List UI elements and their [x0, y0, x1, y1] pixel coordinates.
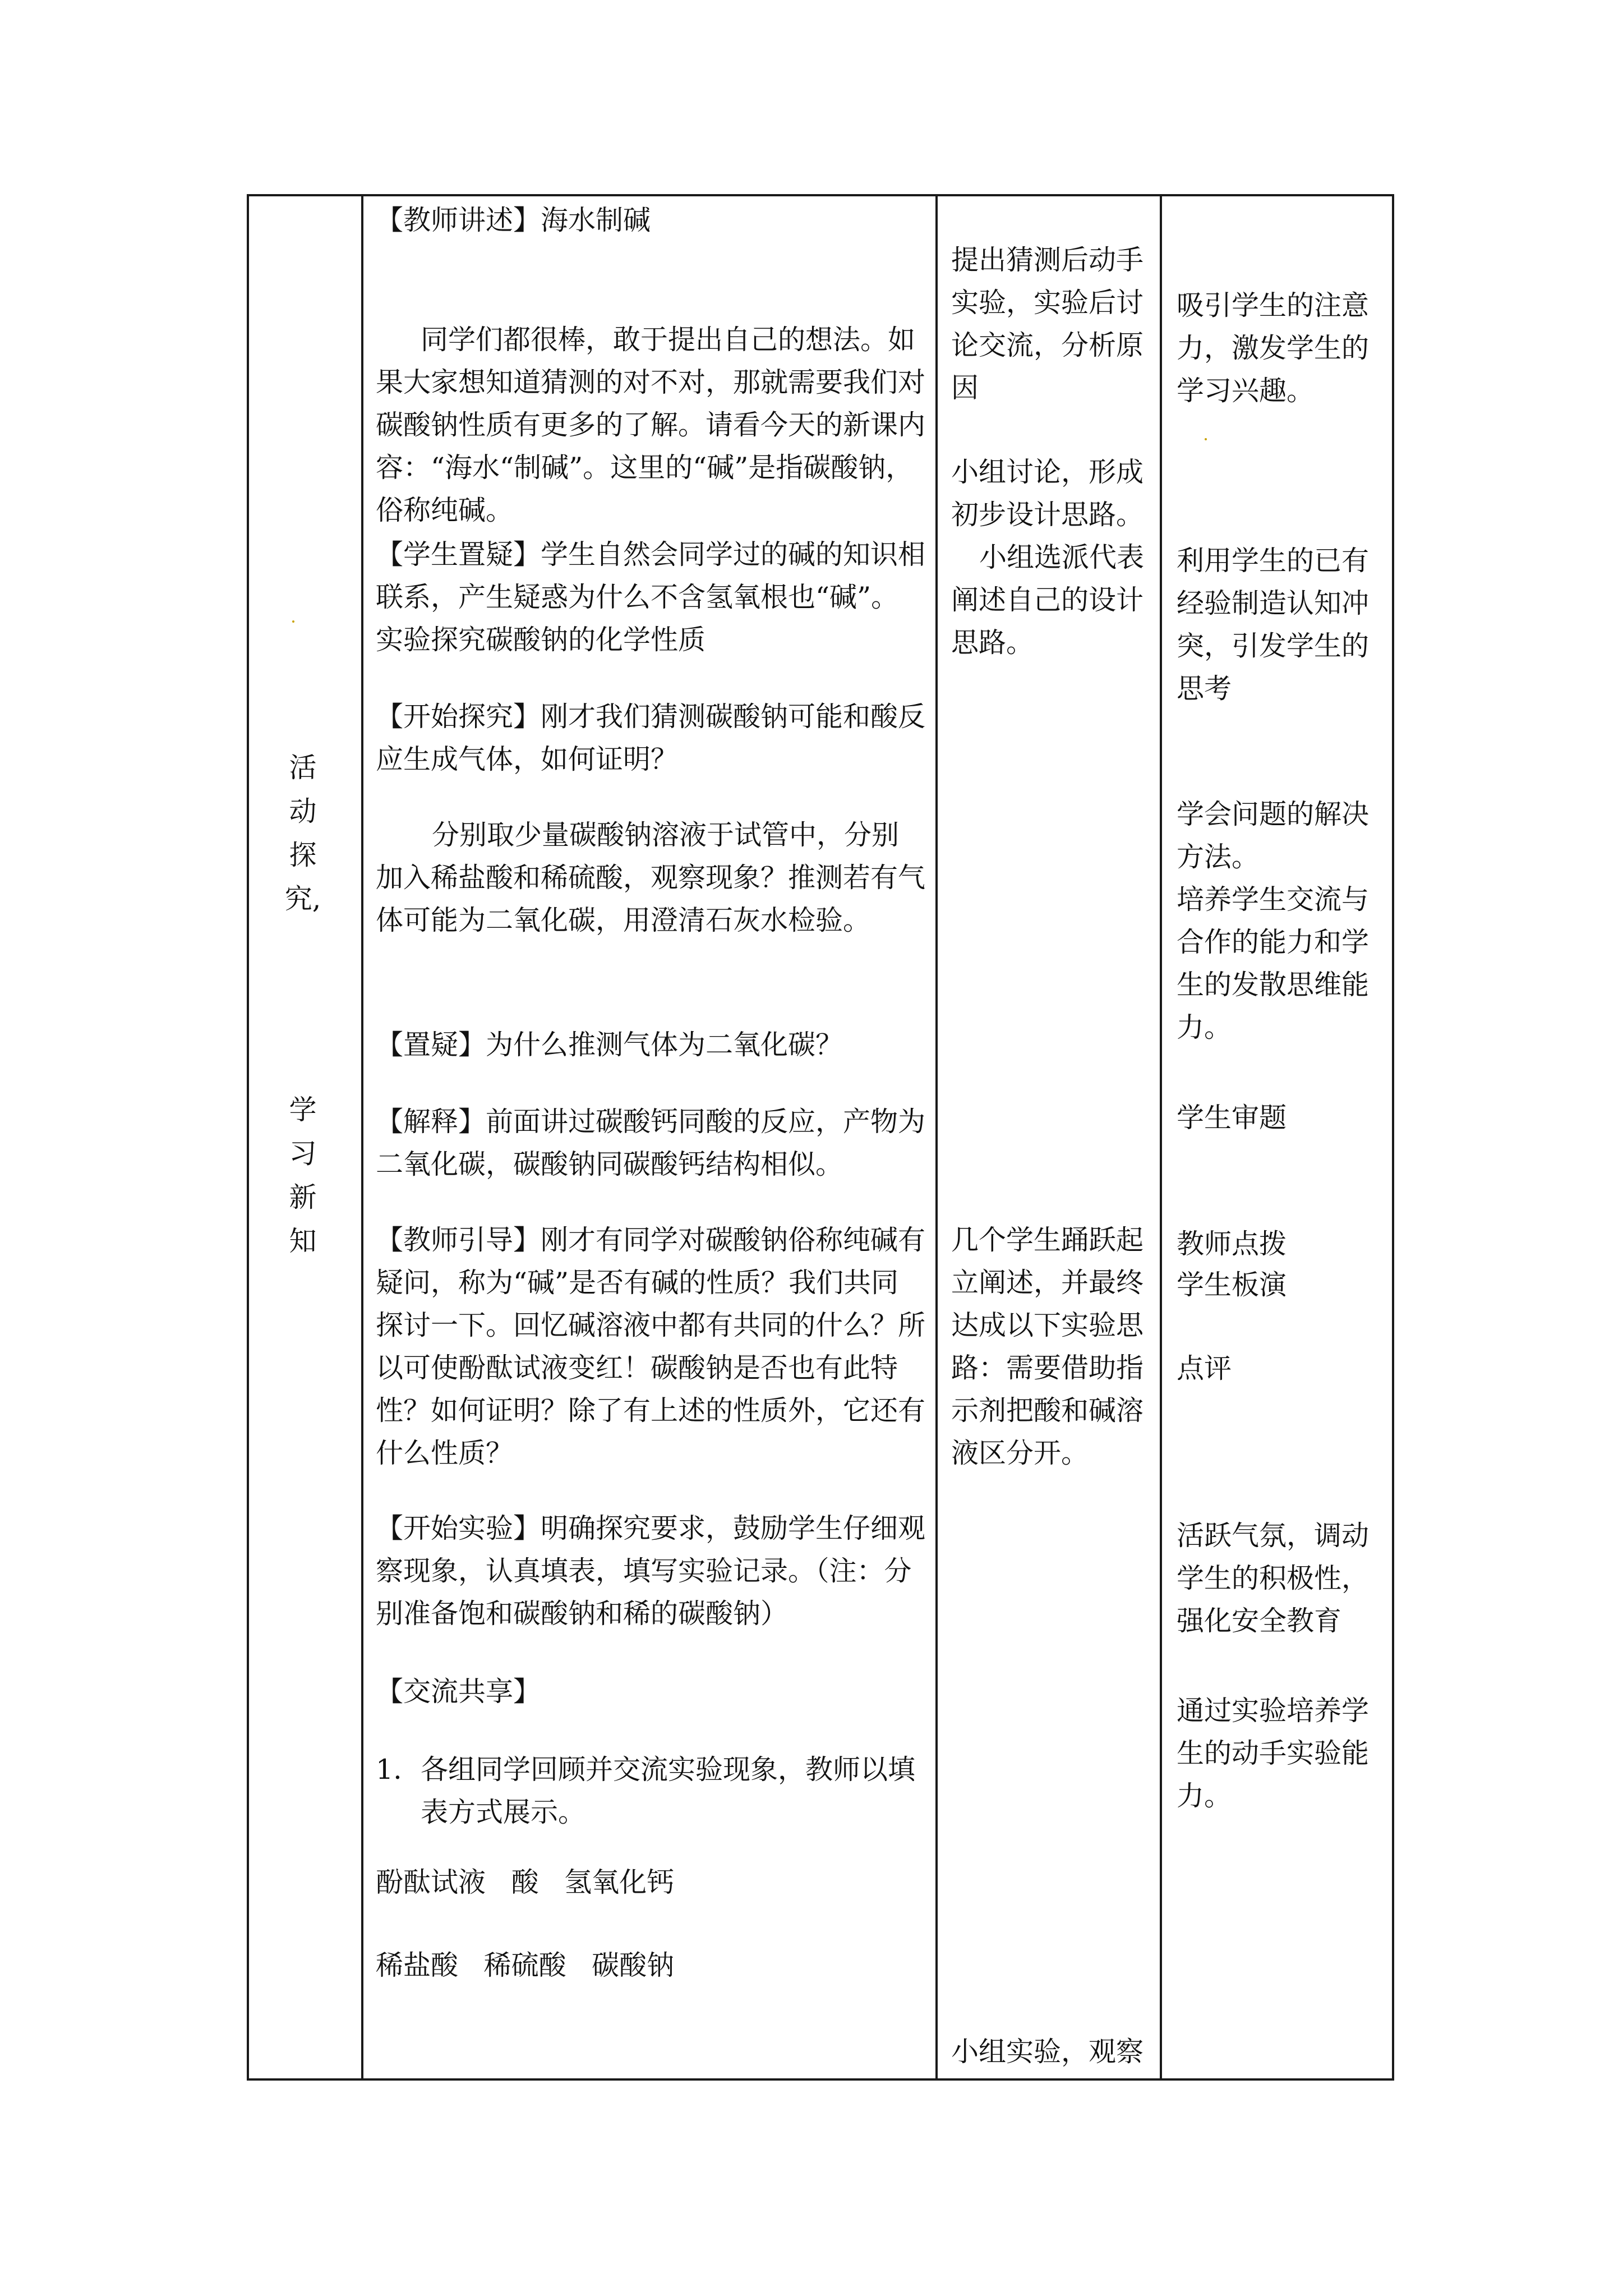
stage-char: 学 — [289, 1094, 317, 1126]
intent-1: 吸引学生的注意力，激发学生的学习兴趣。 — [1177, 289, 1370, 407]
table-top-border — [247, 194, 1394, 196]
student-activity-3: 小组选派代表阐述自己的设计思路。 — [951, 541, 1145, 659]
column-divider-3 — [1160, 194, 1162, 2081]
stage-char: 究, — [284, 883, 321, 915]
sharing-heading: 【交流共享】 — [376, 1676, 541, 1708]
list-item — [376, 1749, 937, 1834]
column-divider-1 — [361, 194, 363, 2081]
intent-8: 点评 — [1177, 1352, 1232, 1384]
explanation-paragraph: 【解释】前面讲过碳酸钙同酸的反应，产物为二氧化碳，碳酸钠同碳酸钙结构相似。 — [376, 1106, 926, 1180]
intent-4: 培养学生交流与合作的能力和学生的发散思维能力。 — [1177, 884, 1370, 1043]
student-question-paragraph: 【学生置疑】学生自然会同学过的碱的知识相联系，产生疑惑为什么不含氢氧根也“碱”。 实验探究碳酸钠的化学性质 — [376, 539, 926, 656]
intent-7: 学生板演 — [1177, 1269, 1287, 1301]
table-left-border — [247, 194, 249, 2081]
stage-char: 探 — [289, 839, 317, 871]
table-bottom-border — [247, 2078, 1394, 2081]
procedure-paragraph: 分别取少量碳酸钠溶液于试管中，分别加入稀盐酸和稀硫酸，观察现象？推测若有气体可能为二氧化碳，用澄清石灰水检验。 — [376, 819, 926, 936]
intent-10: 通过实验培养学生的动手实验能力。 — [1177, 1695, 1370, 1812]
intent-6: 教师点拨 — [1177, 1228, 1287, 1260]
student-activity-1: 提出猜测后动手实验，实验后讨论交流，分析原因 — [951, 244, 1144, 404]
teacher-guidance-paragraph: 【教师引导】刚才有同学对碳酸钠俗称纯碱有疑问，称为“碱”是否有碱的性质？我们共同探讨一下。回忆碱溶液中都有共同的什么？所以可使酚酞试液变红！碳酸钠是否也有此特性？如何证明？除了有上述的性质外，它还有什么性质？ — [376, 1224, 926, 1469]
reagent-list-1: 酚酞试液 酸 氢氧化钙 — [376, 1866, 675, 1898]
table-right-border — [1392, 194, 1394, 2081]
stage-char: 习 — [289, 1138, 317, 1170]
start-inquiry-paragraph: 【开始探究】刚才我们猜测碳酸钠可能和酸反应生成气体，如何证明？ — [376, 701, 926, 775]
intent-9: 活跃气氛，调动学生的积极性，强化安全教育 — [1177, 1520, 1370, 1637]
stage-char: 活 — [289, 752, 317, 784]
stage-char: 动 — [289, 795, 317, 827]
list-text: 各组同学回顾并交流实验现象，教师以填表方式展示。 — [421, 1754, 916, 1828]
intent-5: 学生审题 — [1177, 1102, 1287, 1134]
list-number: 1. — [376, 1754, 402, 1786]
reagent-list-2: 稀盐酸 稀硫酸 碳酸钠 — [376, 1949, 675, 1981]
teacher-heading: 【教师讲述】海水制碱 — [376, 204, 651, 236]
question-paragraph: 【置疑】为什么推测气体为二氧化碳？ — [376, 1029, 843, 1061]
intent-3: 学会问题的解决方法。 — [1177, 798, 1370, 873]
teacher-narration: 同学们都很棒，敢于提出自己的想法。如果大家想知道猜测的对不对，那就需要我们对碳酸钠性质有更多的了解。请看今天的新课内容：“海水“制碱”。这里的“碱”是指碳酸钠，俗称纯碱。 — [376, 324, 926, 526]
start-experiment-paragraph: 【开始实验】明确探究要求，鼓励学生仔细观察现象，认真填表，填写实验记录。（注：分别准备饱和碳酸钠和稀的碳酸钠） — [376, 1512, 926, 1630]
student-activity-4: 几个学生踊跃起立阐述，并最终达成以下实验思路：需要借助指示剂把酸和碱溶液区分开。 — [951, 1224, 1144, 1469]
stray-dot-left — [292, 620, 294, 623]
stage-char: 新 — [289, 1181, 317, 1213]
student-activity-5: 小组实验，观察 — [951, 2036, 1144, 2068]
stray-dot-right — [1205, 438, 1207, 440]
stage-label-activity — [283, 746, 322, 921]
intent-2: 利用学生的已有经验制造认知冲突，引发学生的思考 — [1177, 545, 1370, 705]
stage-label-learning — [283, 1088, 322, 1263]
stage-char: 知 — [289, 1225, 317, 1257]
student-activity-2: 小组讨论，形成初步设计思路。 — [951, 456, 1144, 531]
